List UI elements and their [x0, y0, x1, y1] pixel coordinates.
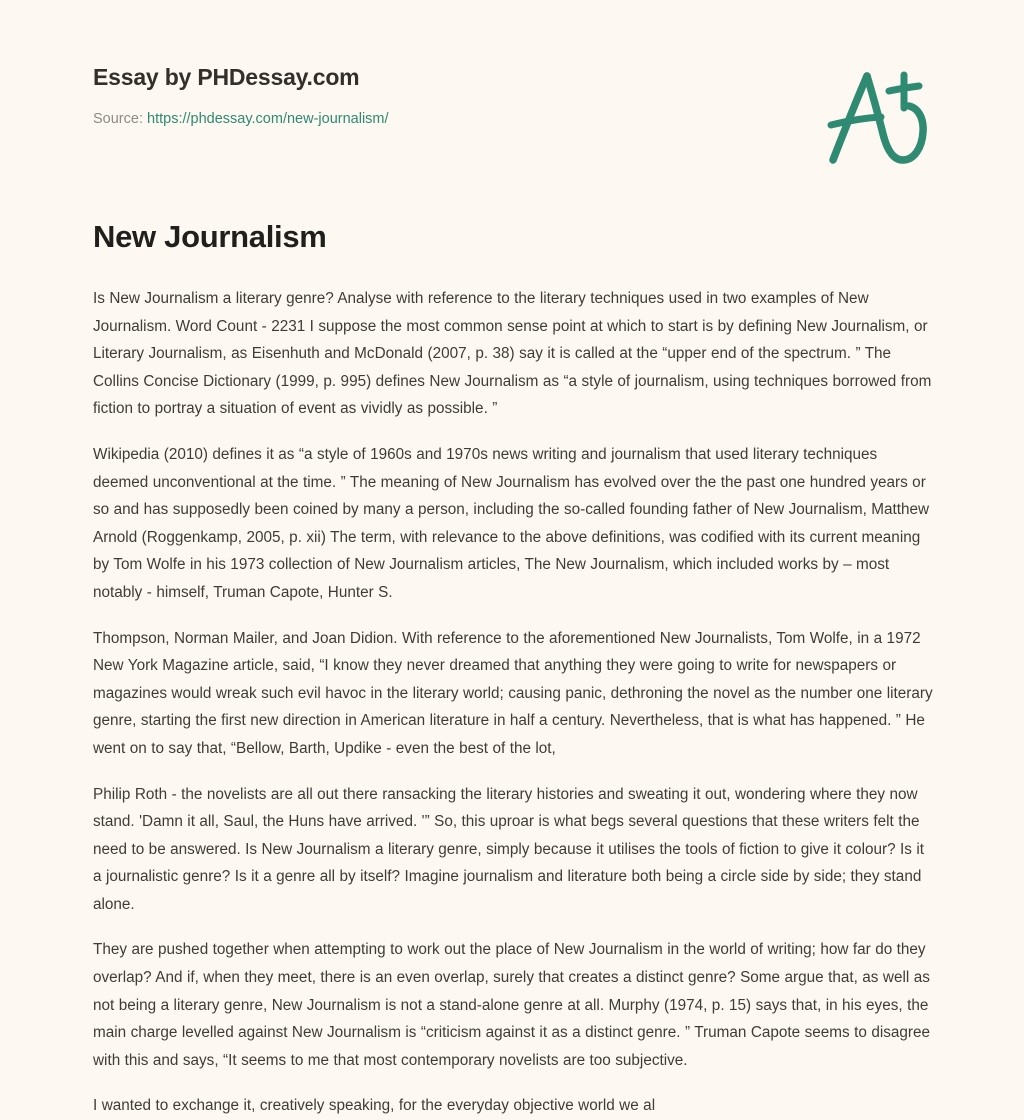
paragraph: Is New Journalism a literary genre? Analyse with reference to the literary techniques used in two examples of New Journalism. Word Count - 2231 I suppose the most common sense point at which to start is by defining New Journalism, or Literary Journalism, as Eisenhuth and McDonald (2007, p. 38) say it is called at the “upper end of the spectrum. ” The Collins Concise Dictionary (1999, p. 995) defines New Journalism as “a style of journalism, using techniques borrowed from fiction to portray a situation of event as vividly as possible. ”	[93, 290, 932, 418]
paragraph: Thompson, Norman Mailer, and Joan Didion. With reference to the aforementioned New Journalists, Tom Wolfe, in a 1972 New York Magazine article, said, “I know they never dreamed that anything they were going to write for newspapers or magazines would wreak such evil havoc in the literary world; causing panic, dethroning the novel as the number one literary genre, starting the first new direction in American literature in half a century. Nevertheless, that is what has happened. ” He went on to say that, “Bellow, Barth, Updike - even the best of the lot,	[93, 629, 933, 757]
paragraph: I wanted to exchange it, creatively speaking, for the everyday objective world we al	[93, 1097, 656, 1115]
page-header	[93, 64, 933, 128]
a-plus-logo-icon	[815, 62, 940, 172]
paragraph: Wikipedia (2010) defines it as “a style of 1960s and 1970s news writing and journalism that used literary techniques deemed unconventional at the time. ” The meaning of New Journalism has evolved over the the past one hundred years or so and has supposedly been coined by many a person, including the so-called founding father of New Journalism, Matthew Arnold (Roggenkamp, 2005, p. xii) The term, with relevance to the above definitions, was codified with its current meaning by Tom Wolfe in his 1973 collection of New Journalism articles, The New Journalism, which included works by – most notably - himself, Truman Capote, Hunter S.	[93, 445, 930, 601]
essay-body	[93, 285, 933, 1120]
paragraph: Philip Roth - the novelists are all out there ransacking the literary histories and sweating it out, wondering where they now stand. 'Damn it all, Saul, the Huns have arrived. '” So, this uproar is what begs several questions that these writers felt the need to be answered. Is New Journalism a literary genre, simply because it utilises the tools of fiction to give it colour? Is it a journalistic genre? Is it a genre all by itself? Imagine journalism and literature both being a circle side by side; they stand alone.	[93, 785, 925, 913]
paragraph: They are pushed together when attempting to work out the place of New Journalism in the world of writing; how far do they overlap? And if, when they meet, there is an even overlap, surely that creates a distinct genre? Some argue that, as well as not being a literary genre, New Journalism is not a stand-alone genre at all. Murphy (1974, p. 15) says that, in his eyes, the main charge levelled against New Journalism is “criticism against it as a distinct genre. ” Truman Capote seems to disagree with this and says, “It seems to me that most contemporary novelists are too subjective.	[93, 941, 930, 1069]
page-title: New Journalism	[93, 219, 327, 254]
source-url-link[interactable]: https://phdessay.com/new-journalism/	[147, 110, 389, 127]
source-label: Source:	[93, 110, 143, 127]
brand-heading: Essay by PHDessay.com	[93, 64, 360, 90]
a-plus-logo	[815, 62, 940, 172]
source-line	[93, 110, 933, 129]
